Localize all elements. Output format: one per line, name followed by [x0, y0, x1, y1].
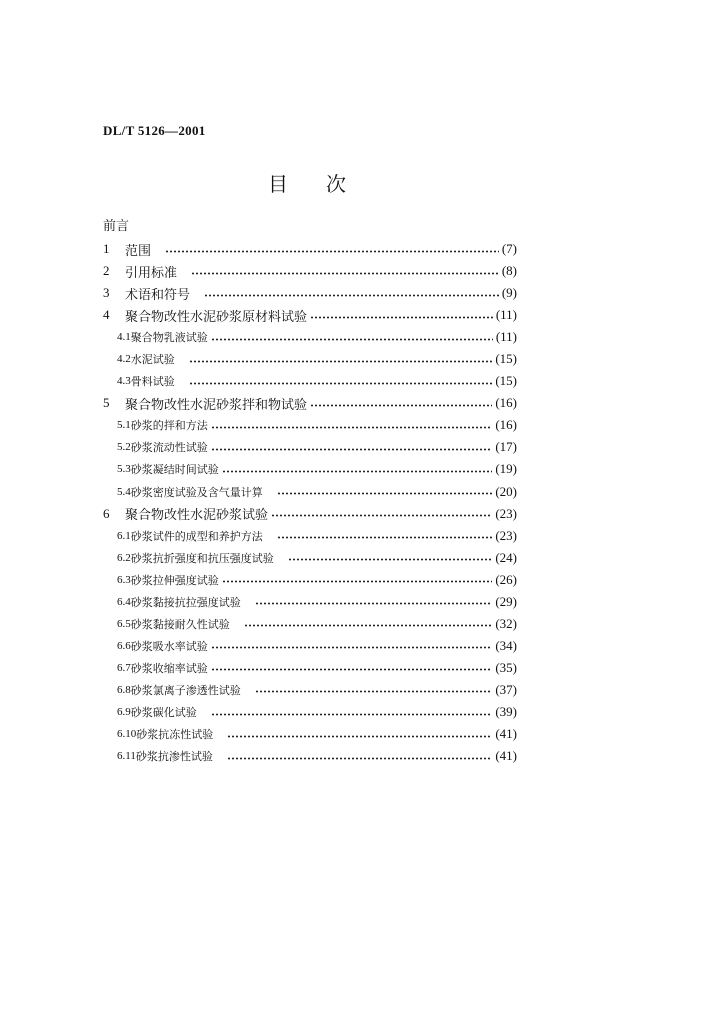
toc-entry[interactable] [103, 569, 517, 591]
toc-entry-page: (8) [501, 263, 517, 279]
toc-entry-title: 砂浆碳化试验 [130, 706, 197, 719]
toc-entry-page: (17) [495, 439, 517, 455]
toc-entry[interactable] [103, 525, 517, 547]
toc-entry-number: 4.3 [117, 375, 131, 388]
toc-dot-leader [288, 558, 493, 561]
toc-entry-page: (39) [495, 704, 517, 719]
toc-entry-title: 砂浆收缩率试验 [130, 661, 208, 675]
toc-entry-number: 5.3 [117, 463, 131, 476]
toc-entry-number: 6.10 [117, 728, 137, 741]
toc-entry-page: (16) [495, 417, 517, 433]
toc-entry-page: (11) [495, 329, 517, 345]
toc-entry[interactable] [103, 304, 517, 326]
toc-dot-leader [189, 360, 493, 363]
toc-entry-number: 6.3 [117, 573, 131, 586]
toc-entry-page: (16) [495, 395, 517, 411]
toc-entry[interactable] [103, 679, 517, 701]
toc-entry-number: 6 [103, 505, 110, 521]
toc-dot-leader [255, 602, 493, 605]
toc-entry-number: 6.8 [117, 683, 131, 696]
toc-entry-page: (9) [501, 285, 517, 301]
toc-dot-leader [211, 426, 493, 429]
toc-entry-number: 6.9 [117, 706, 131, 718]
toc-dot-leader [211, 668, 493, 671]
toc-entry-page: (23) [495, 527, 517, 543]
toc-entry-title: 砂浆流动性试验 [130, 441, 208, 455]
toc-entry-title: 砂浆拉伸强度试验 [130, 573, 219, 587]
toc-entry-number: 5.4 [117, 485, 131, 498]
toc-dot-leader [191, 272, 499, 275]
toc-entry-number: 4.2 [117, 353, 131, 366]
toc-dot-leader [277, 492, 493, 495]
toc-entry-page: (35) [495, 659, 517, 675]
toc-entry-page: (24) [495, 549, 517, 565]
toc-entry-page: (20) [495, 483, 517, 499]
toc-entry-number: 6.4 [117, 595, 131, 608]
toc-entry[interactable] [103, 503, 517, 525]
toc-entry-number: 4 [103, 307, 110, 323]
toc-entry-title: 砂浆吸水率试验 [130, 639, 208, 653]
toc-entry-number: 6.7 [117, 661, 131, 674]
toc-entry-title: 聚合物乳液试验 [130, 331, 208, 345]
toc-dot-leader [222, 580, 493, 583]
toc-entry-title: 骨料试验 [130, 375, 175, 389]
toc-entry-title: 砂浆试件的成型和养护方法 [130, 529, 263, 543]
toc-dot-leader [271, 514, 492, 517]
toc-entry-page: (26) [495, 571, 517, 587]
toc-entry-title: 砂浆的拌和方法 [130, 419, 208, 433]
toc-entry-number: 6.11 [117, 750, 136, 763]
toc-preface[interactable]: 前言 [103, 219, 130, 234]
toc-entry-number: 6.2 [117, 551, 131, 564]
toc-entry-page: (32) [495, 615, 517, 631]
toc-entry-page: (29) [495, 593, 517, 609]
toc-entry-title: 砂浆黏接耐久性试验 [130, 617, 230, 631]
toc-entry-number: 5.2 [117, 441, 131, 454]
toc-entry[interactable] [103, 326, 517, 348]
toc-dot-leader [255, 690, 493, 693]
toc-dot-leader [277, 536, 493, 539]
toc-entry-page: (11) [495, 307, 517, 323]
toc-dot-leader [227, 735, 492, 738]
toc-dot-leader [189, 382, 493, 385]
toc-entry-number: 4.1 [117, 331, 131, 344]
toc-entry-title: 聚合物改性水泥砂浆原材料试验 [125, 309, 308, 325]
toc-entry[interactable] [103, 613, 517, 635]
toc-entry[interactable] [103, 458, 517, 480]
toc-entry[interactable] [103, 260, 517, 282]
toc-entry[interactable] [103, 282, 517, 304]
toc-entry-title: 聚合物改性水泥砂浆拌和物试验 [125, 397, 308, 413]
toc-entry-page: (15) [495, 351, 517, 367]
toc-entry-title: 砂浆凝结时间试验 [130, 463, 219, 477]
table-of-contents [103, 216, 517, 767]
toc-entry-title: 砂浆抗冻性试验 [136, 728, 214, 742]
toc-entry-title: 聚合物改性水泥砂浆试验 [125, 508, 269, 524]
toc-dot-leader [222, 470, 493, 473]
toc-entry[interactable] [103, 436, 517, 458]
toc-entry-title: 术语和符号 [125, 287, 191, 303]
toc-entry-number: 6.1 [117, 529, 131, 542]
toc-entry-number: 2 [103, 263, 110, 279]
toc-entry-title: 砂浆黏接抗拉强度试验 [130, 595, 241, 609]
toc-entry[interactable] [103, 392, 517, 414]
toc-dot-leader [165, 250, 499, 253]
toc-entry[interactable] [103, 547, 517, 569]
toc-dot-leader [211, 448, 493, 451]
toc-entry-page: (37) [495, 681, 517, 697]
toc-dot-leader [310, 316, 493, 319]
toc-entry-number: 5 [103, 395, 110, 411]
toc-entry-page: (23) [495, 505, 517, 521]
toc-entry-number: 6.6 [117, 639, 131, 652]
toc-dot-leader [211, 713, 493, 716]
toc-entry[interactable] [103, 238, 517, 260]
toc-dot-leader [211, 646, 493, 649]
toc-entry[interactable] [103, 481, 517, 503]
toc-entry-title: 引用标准 [125, 265, 178, 281]
toc-dot-leader [204, 294, 499, 297]
toc-entry-page: (19) [495, 461, 517, 477]
toc-entry-page: (41) [495, 748, 517, 764]
toc-entry[interactable] [103, 370, 517, 392]
toc-entry-number: 3 [103, 285, 110, 301]
toc-entry[interactable] [103, 591, 517, 613]
toc-entry[interactable] [103, 657, 517, 679]
page-title: 目次 [268, 172, 384, 196]
toc-entry-number: 1 [103, 241, 110, 257]
toc-entry-title: 砂浆抗折强度和抗压强度试验 [130, 551, 274, 565]
toc-entry-page: (34) [495, 637, 517, 653]
toc-entry-page: (7) [501, 241, 517, 257]
toc-dot-leader [211, 338, 493, 341]
toc-entry[interactable] [103, 348, 517, 370]
toc-entry-number: 6.5 [117, 617, 131, 630]
toc-entry[interactable] [103, 414, 517, 436]
toc-dot-leader [310, 404, 492, 407]
toc-entry[interactable] [103, 745, 517, 767]
toc-entry-title: 砂浆抗渗性试验 [135, 750, 213, 764]
toc-entry-title: 砂浆密度试验及含气量计算 [130, 485, 263, 499]
toc-entry-title: 砂浆氯离子渗透性试验 [130, 683, 241, 697]
toc-entry-title: 水泥试验 [130, 353, 175, 367]
toc-entry-title: 范围 [125, 243, 152, 259]
toc-entry[interactable] [103, 701, 517, 723]
toc-entry-page: (41) [495, 726, 517, 742]
toc-entry-page: (15) [495, 373, 517, 389]
toc-dot-leader [227, 757, 492, 760]
toc-entry-number: 5.1 [117, 419, 131, 432]
toc-entry[interactable] [103, 635, 517, 657]
toc-entries [103, 238, 517, 767]
standard-code: DL/T 5126—2001 [103, 123, 206, 138]
toc-dot-leader [244, 624, 493, 627]
toc-entry[interactable] [103, 723, 517, 745]
